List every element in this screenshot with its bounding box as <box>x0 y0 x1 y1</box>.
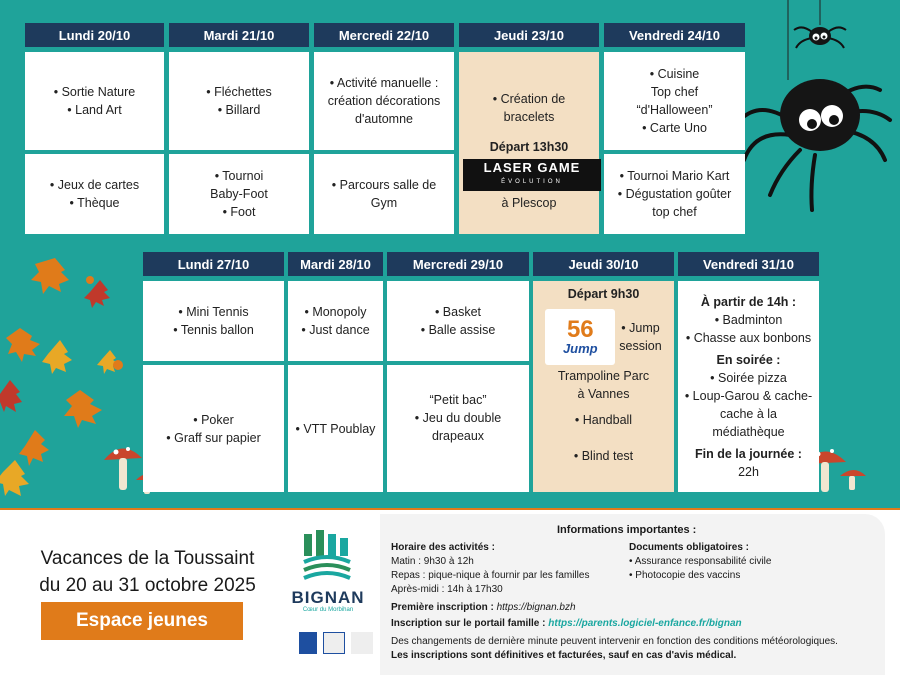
activity-line: médiathèque <box>712 424 785 439</box>
info-title: Informations importantes : <box>557 524 697 536</box>
activity-line: • Graff sur papier <box>166 430 261 445</box>
espace-jeunes-badge: Espace jeunes <box>41 602 243 640</box>
activity-place: à Plescop <box>501 196 557 210</box>
schedule-heading: Horaire des activités : <box>391 542 495 553</box>
day-header-jeudi-30: Jeudi 30/10 <box>533 252 674 276</box>
activity-line: d'automne <box>355 112 413 126</box>
partner-logo-icon <box>299 632 317 654</box>
laser-game-logo-text: LASER GAME <box>483 160 581 175</box>
activity-cell <box>604 52 745 150</box>
activity-line: • Balle assise <box>420 323 496 337</box>
portal-registration <box>391 617 881 631</box>
activity-cell <box>169 52 309 150</box>
activity-line: • Badminton <box>714 312 783 327</box>
event-title <box>20 545 275 599</box>
jump-logo <box>545 309 615 365</box>
activity-line: • Sortie Nature <box>53 85 136 99</box>
activity-line: • Loup-Garou & cache- <box>684 388 813 403</box>
first-registration <box>391 601 881 615</box>
activity-line: Baby-Foot <box>210 187 268 201</box>
weather-note: Des changements de dernière minute peuvent intervenir en fonction des conditions météorologiques. <box>391 636 838 647</box>
activity-line: • Foot <box>222 205 256 219</box>
laser-game-logo <box>463 159 601 191</box>
portal-registration-label: Inscription sur le portail famille : <box>391 618 546 629</box>
day-header-mercredi-29: Mercredi 29/10 <box>387 252 529 276</box>
activity-cell <box>387 281 529 361</box>
activity-line: • Dégustation goûter <box>617 187 732 201</box>
activity-line: • Mini Tennis <box>178 305 249 319</box>
activity-cell <box>314 52 454 150</box>
activity-line: • Activité manuelle : <box>329 76 439 90</box>
day-header-jeudi-23: Jeudi 23/10 <box>459 23 599 47</box>
bignan-website-link[interactable]: https://bignan.bzh <box>496 602 576 613</box>
billing-note: Les inscriptions sont définitives et facturées, sauf en cas d'avis médical. <box>391 650 737 661</box>
family-portal-link[interactable]: https://parents.logiciel-enfance.fr/bignan <box>548 618 742 629</box>
bignan-logo-icon <box>300 528 354 584</box>
activity-cell <box>25 154 164 234</box>
activity-cell <box>143 281 284 361</box>
registration-info <box>391 601 881 663</box>
activity-line: • Land Art <box>67 103 122 117</box>
activity-line: • Poker <box>193 412 234 427</box>
departure-time: Départ 13h30 <box>489 140 569 154</box>
activity-cell <box>604 154 745 234</box>
activity-line: • Basket <box>434 305 482 319</box>
day-header-mercredi-22: Mercredi 22/10 <box>314 23 454 47</box>
schedule-lunch: Repas : pique-nique à fournir par les familles <box>391 570 590 581</box>
activity-cell <box>25 52 164 150</box>
activity-cell <box>143 365 284 492</box>
activity-line: drapeaux <box>431 429 485 443</box>
activity-line: cache à la <box>720 406 777 421</box>
day-header-vendredi-31: Vendredi 31/10 <box>678 252 819 276</box>
activity-line: • Blind test <box>573 449 634 463</box>
activity-line: • Handball <box>574 413 633 427</box>
time-heading: En soirée : <box>716 352 781 367</box>
day-header-mardi-28: Mardi 28/10 <box>288 252 383 276</box>
time-heading: Fin de la journée : <box>695 446 802 461</box>
activity-line: • Thèque <box>69 196 120 210</box>
activity-line: top chef <box>652 205 697 219</box>
activity-line: • Parcours salle de <box>331 178 437 192</box>
activity-line: création décorations <box>327 94 441 108</box>
event-dates: du 20 au 31 octobre 2025 <box>39 575 256 596</box>
jump-row <box>545 309 661 365</box>
partner-logo-icon <box>323 632 345 654</box>
documents-heading: Documents obligatoires : <box>629 542 750 553</box>
activity-line: • Soirée pizza <box>710 370 787 385</box>
activity-cell-vendredi-31 <box>678 281 819 492</box>
activity-cell <box>387 365 529 492</box>
departure-time: Départ 9h30 <box>567 287 640 301</box>
activity-line: • Cuisine <box>649 67 700 81</box>
day-header-mardi-21: Mardi 21/10 <box>169 23 309 47</box>
laser-game-logo-sub: ÉVOLUTION <box>501 179 563 185</box>
activity-line: • Tournoi Mario Kart <box>619 169 730 183</box>
bignan-logo-text: BIGNAN <box>291 588 365 607</box>
jump-logo-text: Jump <box>562 341 598 356</box>
activity-line: • Jeu du double <box>414 411 502 425</box>
document-item: • Assurance responsabilité civile <box>629 556 772 567</box>
activity-line: • Carte Uno <box>642 121 707 135</box>
document-item: • Photocopie des vaccins <box>629 570 741 581</box>
activity-line: • Tournoi <box>214 169 264 183</box>
day-header-lundi-27: Lundi 27/10 <box>143 252 284 276</box>
activity-line: “Petit bac” <box>429 393 487 407</box>
day-header-lundi-20: Lundi 20/10 <box>25 23 164 47</box>
activity-line: • Monopoly <box>304 305 367 319</box>
day-header-vendredi-24: Vendredi 24/10 <box>604 23 745 47</box>
activity-cell <box>288 365 383 492</box>
jump-logo-number: 56 <box>566 316 594 343</box>
partner-logo-icon <box>351 632 373 654</box>
bignan-logo-tagline: Cœur du Morbihan <box>302 607 354 613</box>
documents-info <box>629 541 771 583</box>
activity-line: 22h <box>738 464 759 479</box>
activity-place: à Vannes <box>577 387 630 401</box>
activity-line: Top chef <box>650 85 699 99</box>
small-spider-icon <box>790 0 850 55</box>
activity-cell <box>314 154 454 234</box>
activity-line: • Just dance <box>301 323 370 337</box>
schedule-morning: Matin : 9h30 à 12h <box>391 556 474 567</box>
activity-line: • VTT Poublay <box>295 421 376 436</box>
activity-line: • Tennis ballon <box>173 323 254 337</box>
activity-cell <box>169 154 309 234</box>
activity-cell-jeudi-23 <box>459 52 599 234</box>
schedule-afternoon: Après-midi : 14h à 17h30 <box>391 584 503 595</box>
partner-logos <box>299 632 373 654</box>
activity-line: “d'Halloween” <box>636 103 713 117</box>
activity-cell <box>288 281 383 361</box>
activity-place: Trampoline Parc <box>557 369 650 383</box>
jump-text <box>619 319 661 355</box>
activity-line: bracelets <box>503 110 555 124</box>
activity-line: session <box>619 339 662 353</box>
activity-line: • Chasse aux bonbons <box>685 330 812 345</box>
schedule-info <box>391 541 589 597</box>
activity-line: • Jump <box>621 321 660 335</box>
time-heading: À partir de 14h : <box>700 294 797 309</box>
activity-line: • Billard <box>217 103 261 117</box>
activity-line: • Création de <box>492 92 566 106</box>
first-registration-label: Première inscription : <box>391 602 494 613</box>
activity-cell-jeudi-30 <box>533 281 674 492</box>
activity-line: • Jeux de cartes <box>49 178 140 192</box>
activity-line: • Fléchettes <box>206 85 272 99</box>
activity-line: Gym <box>370 196 398 210</box>
event-title-line1: Vacances de la Toussaint <box>40 548 255 569</box>
